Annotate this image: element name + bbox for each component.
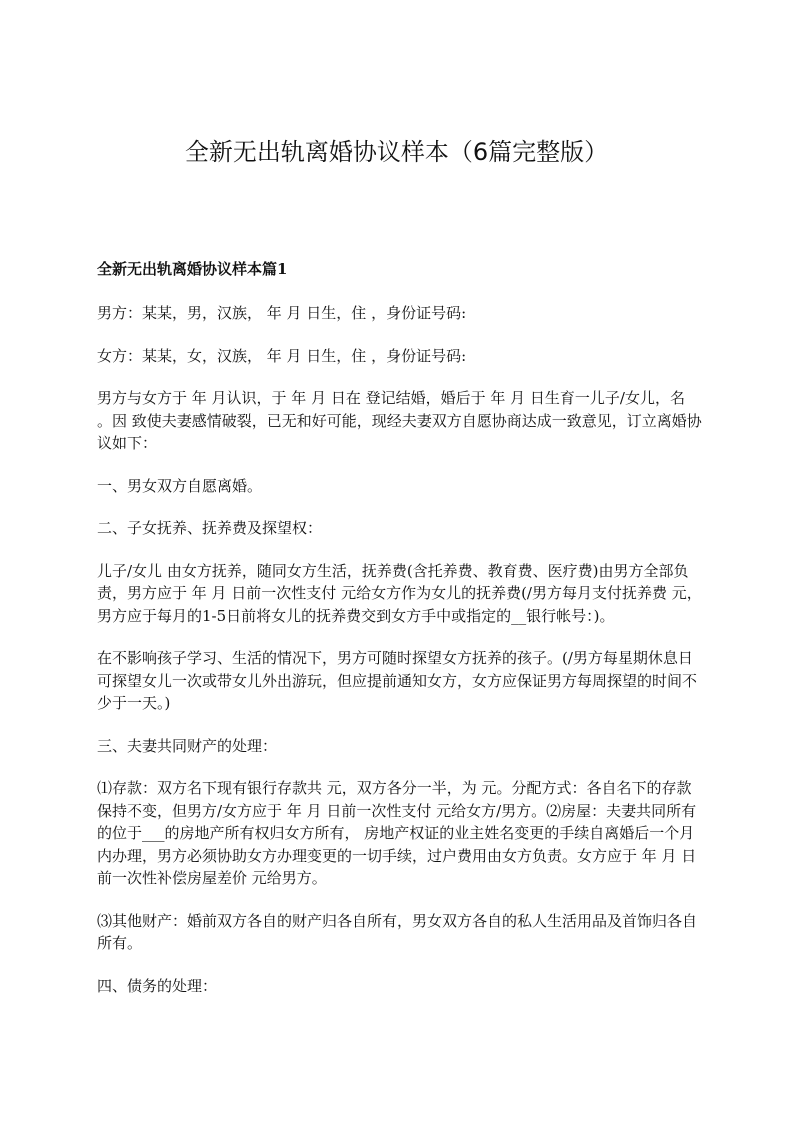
document-body [97, 258, 703, 1017]
paragraph-visitation: 在不影响孩子学习、生活的情况下，男方可随时探望女方抚养的孩子。(/男方每星期休息日可探望女儿一次或带女儿外出游玩，但应提前通知女方，女方应保证男方每周探望的时间不少于一天。) [97, 649, 698, 712]
paragraph-deposits-housing: ⑴存款：双方名下现有银行存款共 元，双方各分一半，为 元。分配方式：各自名下的存款保持不变，但男方/女方应于 年 月 日前一次性支付 元给女方/男方。⑵房屋：夫妻共同所有的位于___的房地产所有权归女方所有， 房地产权证的业主姓名变更的手续自离婚后一个月内办理，男方必须协助女方办理变更的一切手续，过户费用由女方负责。女方应于 年 月 日前一次性补偿房屋差价 元给男方。 [97, 779, 697, 887]
paragraph-child-support: 儿子/女儿 由女方抚养，随同女方生活，抚养费(含托养费、教育费、医疗费)由男方全部负责，男方应于 年 月 日前一次性支付 元给女方作为女儿的抚养费(/男方每月支付抚养费 元，男方应于每月的1-5日前将女儿的抚养费交到女方手中或指定的__银行帐号：)。 [97, 561, 702, 625]
paragraph-wife-info: 女方：某某，女，汉族， 年 月 日生，住 ，身份证号码: [97, 346, 467, 365]
paragraph-clause-3-heading: 三、夫妻共同财产的处理： [97, 736, 278, 755]
paragraph-clause-4-heading: 四、债务的处理： [97, 976, 218, 995]
paragraph-husband-info: 男方：某某，男，汉族， 年 月 日生，住 ，身份证号码: [97, 304, 467, 322]
paragraph-clause-2-heading: 二、子女抚养、抚养费及探望权： [97, 519, 323, 537]
document-title: 全新无出轨离婚协议样本（6篇完整版） [184, 138, 609, 166]
paragraph-other-property: ⑶其他财产：婚前双方各自的财产归各自所有，男女双方各自的私人生活用品及首饰归各自所有。 [97, 911, 698, 952]
paragraph-clause-1: 一、男女双方自愿离婚。 [97, 476, 263, 495]
paragraph-background: 男方与女方于 年 月认识，于 年 月 日在 登记结婚，婚后于 年 月 日生育一儿子/女儿，名 。因 致使夫妻感情破裂，已无和好可能，现经夫妻双方自愿协商达成一致意见，订立离婚协议如下： [97, 389, 702, 452]
section-heading: 全新无出轨离婚协议样本篇1 [97, 260, 288, 278]
